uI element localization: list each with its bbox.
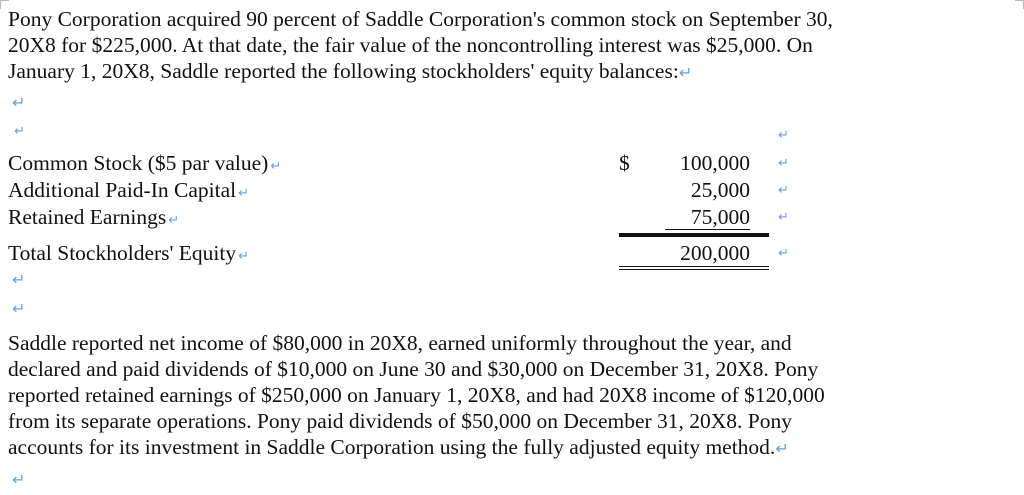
amount-total-equity: 200,000 — [680, 241, 750, 265]
cell-mark-icon: ↵ — [168, 213, 180, 228]
page-corner-right — [1015, 0, 1024, 9]
row-label-text: Additional Paid-In Capital — [8, 178, 237, 202]
paragraph-mark-icon: ↵ — [12, 470, 26, 489]
intro-line-1: Pony Corporation acquired 90 percent of Saddle Corporation's common stock on September 30, — [8, 7, 833, 31]
row-label-text: Retained Earnings — [8, 205, 167, 229]
details-line-2: declared and paid dividends of $10,000 on June 30 and $30,000 on December 31, 20X8. Pony — [8, 357, 819, 381]
cell-mark-icon: ↵ — [778, 128, 789, 143]
details-line-3: reported retained earnings of $250,000 on January 1, 20X8, and had 20X8 income of $120,000 — [8, 383, 825, 407]
details-line-1: Saddle reported net income of $80,000 in 20X8, earned uniformly throughout the year, and — [8, 331, 792, 355]
intro-paragraph — [8, 6, 1008, 86]
cell-mark-icon: ↵ — [778, 183, 789, 198]
row-label-common-stock — [8, 150, 281, 180]
cell-mark-icon: ↵ — [14, 124, 25, 139]
row-label-retained-earnings — [8, 204, 179, 234]
row-label-apic — [8, 177, 249, 207]
row-label-text: Total Stockholders' Equity — [8, 241, 237, 265]
cell-mark-icon: ↵ — [778, 246, 789, 261]
amount-retained-earnings: 75,000 — [690, 205, 750, 229]
paragraph-mark-icon: ↵ — [12, 299, 26, 318]
intro-line-3-wrap — [8, 58, 1008, 86]
cell-mark-icon: ↵ — [778, 156, 789, 171]
amount-apic: 25,000 — [690, 178, 750, 202]
total-double-underline-bottom — [619, 269, 769, 270]
currency-symbol: $ — [619, 151, 630, 175]
amount-common-stock: 100,000 — [680, 151, 750, 175]
details-paragraph — [8, 330, 1008, 462]
row-label-text: Common Stock ($5 par value) — [8, 151, 269, 175]
paragraph-mark-icon: ↵ — [678, 63, 693, 82]
details-line-4: from its separate operations. Pony paid dividends of $50,000 on December 31, 20X8. Pony — [8, 409, 793, 433]
intro-line-2: 20X8 for $225,000. At that date, the fair value of the noncontrolling interest was $25,000. On — [8, 33, 813, 57]
details-line-5-wrap — [8, 434, 1008, 462]
total-rule — [619, 233, 769, 237]
total-double-underline-top — [619, 266, 769, 267]
paragraph-mark-icon: ↵ — [775, 439, 789, 458]
row-label-total-equity — [8, 240, 249, 270]
cell-mark-icon: ↵ — [238, 186, 250, 201]
intro-line-3: January 1, 20X8, Saddle reported the following stockholders' equity balances: — [8, 59, 679, 83]
paragraph-mark-icon: ↵ — [12, 93, 26, 112]
cell-mark-icon: ↵ — [238, 249, 249, 264]
subtotal-underline — [665, 229, 750, 230]
cell-mark-icon: ↵ — [270, 159, 282, 174]
paragraph-mark-icon: ↵ — [12, 270, 26, 289]
cell-mark-icon: ↵ — [778, 210, 789, 225]
details-line-5: accounts for its investment in Saddle Corporation using the fully adjusted equity method. — [8, 435, 776, 459]
